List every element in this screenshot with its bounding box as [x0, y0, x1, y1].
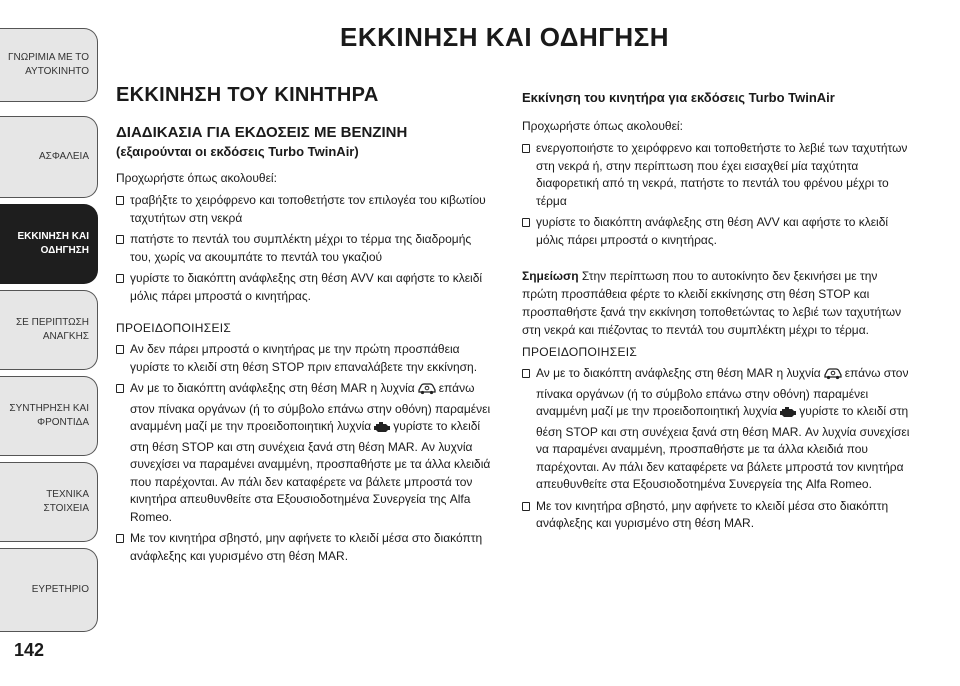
- warning-text: Με τον κινητήρα σβηστό, μην αφήνετε το κλειδί μέσα στο διακόπτη ανάφλεξης και γυρισμένο στη θέση MAR.: [130, 531, 483, 563]
- tab-label: ΑΣΦΑΛΕΙΑ: [38, 151, 89, 162]
- car-key-warning-icon: [823, 366, 843, 386]
- engine-fault-icon: [779, 405, 797, 424]
- list-item: [522, 140, 914, 210]
- tab-technical-data[interactable]: [0, 462, 98, 542]
- step-text: γυρίστε το διακόπτη ανάφλεξης στη θέση AVV και αφήστε το κλειδί μόλις πάρει μπροστά ο κινητήρας.: [130, 271, 483, 303]
- tab-getting-to-know-car[interactable]: [0, 28, 98, 102]
- warning-text-cont: επάνω στον πίνακα οργάνων (ή το σύμβολο επάνω στην οθόνη) παραμένει αναμμένη μαζί με την προειδοποιητική λυχνία: [130, 381, 491, 433]
- subsection-subtitle: (εξαιρούνται οι εκδόσεις Turbo TwinAir): [116, 144, 359, 159]
- list-item: [116, 530, 494, 565]
- warning-text-cont: γυρίστε το κλειδί στη θέση STOP και στη συνέχεια ξανά στη θέση MAR. Αν λυχνία συνεχίσει να παραμένει αναμμένη, προσπαθήστε με τα άλλα κλειδιά που παρέχονται. Αν πάλι δεν καταφέρετε να βάλετε μπροστά τον κινητήρα απευθυνθείτε στα Εξουσιοδοτημένα Συνεργεία της Alfa Romeo.: [130, 419, 491, 524]
- steps-list: [522, 140, 914, 249]
- checkbox-bullet-icon: [116, 196, 124, 205]
- list-item: [116, 270, 494, 305]
- tab-label: ΓΝΩΡΙΜΙΑ ΜΕ ΤΟ ΑΥΤΟΚΙΝΗΤΟ: [8, 52, 89, 77]
- checkbox-bullet-icon: [522, 502, 530, 511]
- warning-text: Αν με το διακόπτη ανάφλεξης στη θέση MAR η λυχνία: [130, 381, 415, 395]
- subsection-title: [116, 123, 494, 161]
- tab-label: ΣΕ ΠΕΡΙΠΤΩΣΗ ΑΝΑΓΚΗΣ: [16, 317, 89, 342]
- checkbox-bullet-icon: [522, 144, 530, 153]
- step-text: τραβήξτε το χειρόφρενο και τοποθετήστε τον επιλογέα του κιβωτίου ταχυτήτων στη νεκρά: [130, 193, 486, 225]
- section-title: ΕΚΚΙΝΗΣΗ ΤΟΥ ΚΙΝΗΤΗΡΑ: [116, 84, 379, 106]
- page-title: ΕΚΚΙΝΗΣΗ ΚΑΙ ΟΔΗΓΗΣΗ: [340, 22, 670, 52]
- intro-text: Προχωρήστε όπως ακολουθεί:: [116, 171, 277, 185]
- steps-list: [116, 192, 494, 305]
- note-label: Σημείωση: [522, 269, 579, 283]
- warning-text-cont: επάνω στον πίνακα οργάνων (ή το σύμβολο επάνω στην οθόνη) παραμένει αναμμένη μαζί με την προειδοποιητική λυχνία: [536, 366, 909, 418]
- list-item: [116, 380, 494, 526]
- warnings-list: [522, 365, 914, 533]
- step-text: γυρίστε το διακόπτη ανάφλεξης στη θέση AVV και αφήστε το κλειδί μόλις πάρει μπροστά ο κινητήρας.: [536, 215, 889, 247]
- warnings-heading: ΠΡΟΕΙΔΟΠΟΙΗΣΕΙΣ: [522, 345, 638, 359]
- checkbox-bullet-icon: [522, 369, 530, 378]
- tab-emergency[interactable]: [0, 290, 98, 370]
- tab-label: ΕΚΚΙΝΗΣΗ ΚΑΙ ΟΔΗΓΗΣΗ: [17, 231, 89, 256]
- right-column: [522, 84, 914, 543]
- list-item: [116, 231, 494, 266]
- checkbox-bullet-icon: [116, 235, 124, 244]
- warnings-heading: ΠΡΟΕΙΔΟΠΟΙΗΣΕΙΣ: [116, 321, 232, 335]
- intro-text: Προχωρήστε όπως ακολουθεί:: [522, 119, 683, 133]
- list-item: [522, 214, 914, 249]
- checkbox-bullet-icon: [522, 218, 530, 227]
- note-text: Στην περίπτωση που το αυτοκίνητο δεν ξεκινήσει με την πρώτη προσπάθεια φέρτε το κλειδί εκκίνησης στη θέση STOP και προσπαθήστε ξανά την εκκίνηση τοποθετώντας το λεβιέ των ταχυτήτων στη νεκρά και πιέζοντας το πεντάλ του συμπλέκτη μέχρι το τέρμα.: [522, 269, 902, 337]
- step-text: ενεργοποιήστε το χειρόφρενο και τοποθετήστε το λεβιέ των ταχυτήτων στη νεκρά ή, στην περίπτωση που έχει εισαχθεί μία ταχύτητα διαφορετική από τη νεκρά, πατήστε το πεντάλ του φρένου μέχρι το τέρμα: [536, 141, 908, 208]
- warnings-list: [116, 341, 494, 565]
- note-paragraph: [522, 267, 914, 339]
- checkbox-bullet-icon: [116, 345, 124, 354]
- warning-text-cont: γυρίστε το κλειδί στη θέση STOP και στη συνέχεια ξανά στη θέση MAR. Αν λυχνία συνεχίσει να παραμένει αναμμένη, προσπαθήστε με τα άλλα κλειδιά που παρέχονται. Αν πάλι δεν καταφέρετε να βάλετε μπροστά τον κινητήρα απευθυνθείτε στα Εξουσιοδοτημένα Συνεργεία της Alfa Romeo.: [536, 404, 910, 491]
- list-item: [522, 365, 914, 494]
- warning-text: Αν δεν πάρει μπροστά ο κινητήρας με την πρώτη προσπάθεια γυρίστε το κλειδί στη θέση STOP πριν επαναλάβετε την εκκίνηση.: [130, 342, 478, 374]
- engine-fault-icon: [373, 420, 391, 439]
- page-number: 142: [14, 640, 45, 660]
- tab-safety[interactable]: [0, 116, 98, 198]
- tab-maintenance-and-care[interactable]: [0, 376, 98, 456]
- car-key-warning-icon: [417, 381, 437, 401]
- step-text: πατήστε το πεντάλ του συμπλέκτη μέχρι το τέρμα της διαδρομής του, χωρίς να ακουμπάτε το πεντάλ του γκαζιού: [130, 232, 472, 264]
- tab-index[interactable]: [0, 548, 98, 632]
- warning-text: Με τον κινητήρα σβηστό, μην αφήνετε το κλειδί μέσα στο διακόπτη ανάφλεξης και γυρισμένο στη θέση MAR.: [536, 498, 889, 530]
- section-title: Εκκίνηση του κινητήρα για εκδόσεις Turbo TwinAir: [522, 90, 835, 105]
- checkbox-bullet-icon: [116, 534, 124, 543]
- list-item: [116, 192, 494, 227]
- checkbox-bullet-icon: [116, 384, 124, 393]
- warning-text: Αν με το διακόπτη ανάφλεξης στη θέση MAR η λυχνία: [536, 366, 821, 380]
- list-item: [116, 341, 494, 376]
- chapter-tabs: [0, 0, 102, 686]
- list-item: [522, 498, 914, 533]
- tab-label: ΕΥΡΕΤΗΡΙΟ: [31, 584, 89, 595]
- checkbox-bullet-icon: [116, 274, 124, 283]
- left-column: [116, 84, 494, 575]
- subsection-heading: ΔΙΑΔΙΚΑΣΙΑ ΓΙΑ ΕΚΔΟΣΕΙΣ ΜΕ ΒΕΝΖΙΝΗ: [116, 124, 408, 141]
- tab-starting-and-driving[interactable]: [0, 204, 98, 284]
- tab-label: ΣΥΝΤΗΡΗΣΗ ΚΑΙ ΦΡΟΝΤΙΔΑ: [9, 403, 89, 428]
- tab-label: ΤΕΧΝΙΚΑ ΣΤΟΙΧΕΙΑ: [43, 489, 89, 514]
